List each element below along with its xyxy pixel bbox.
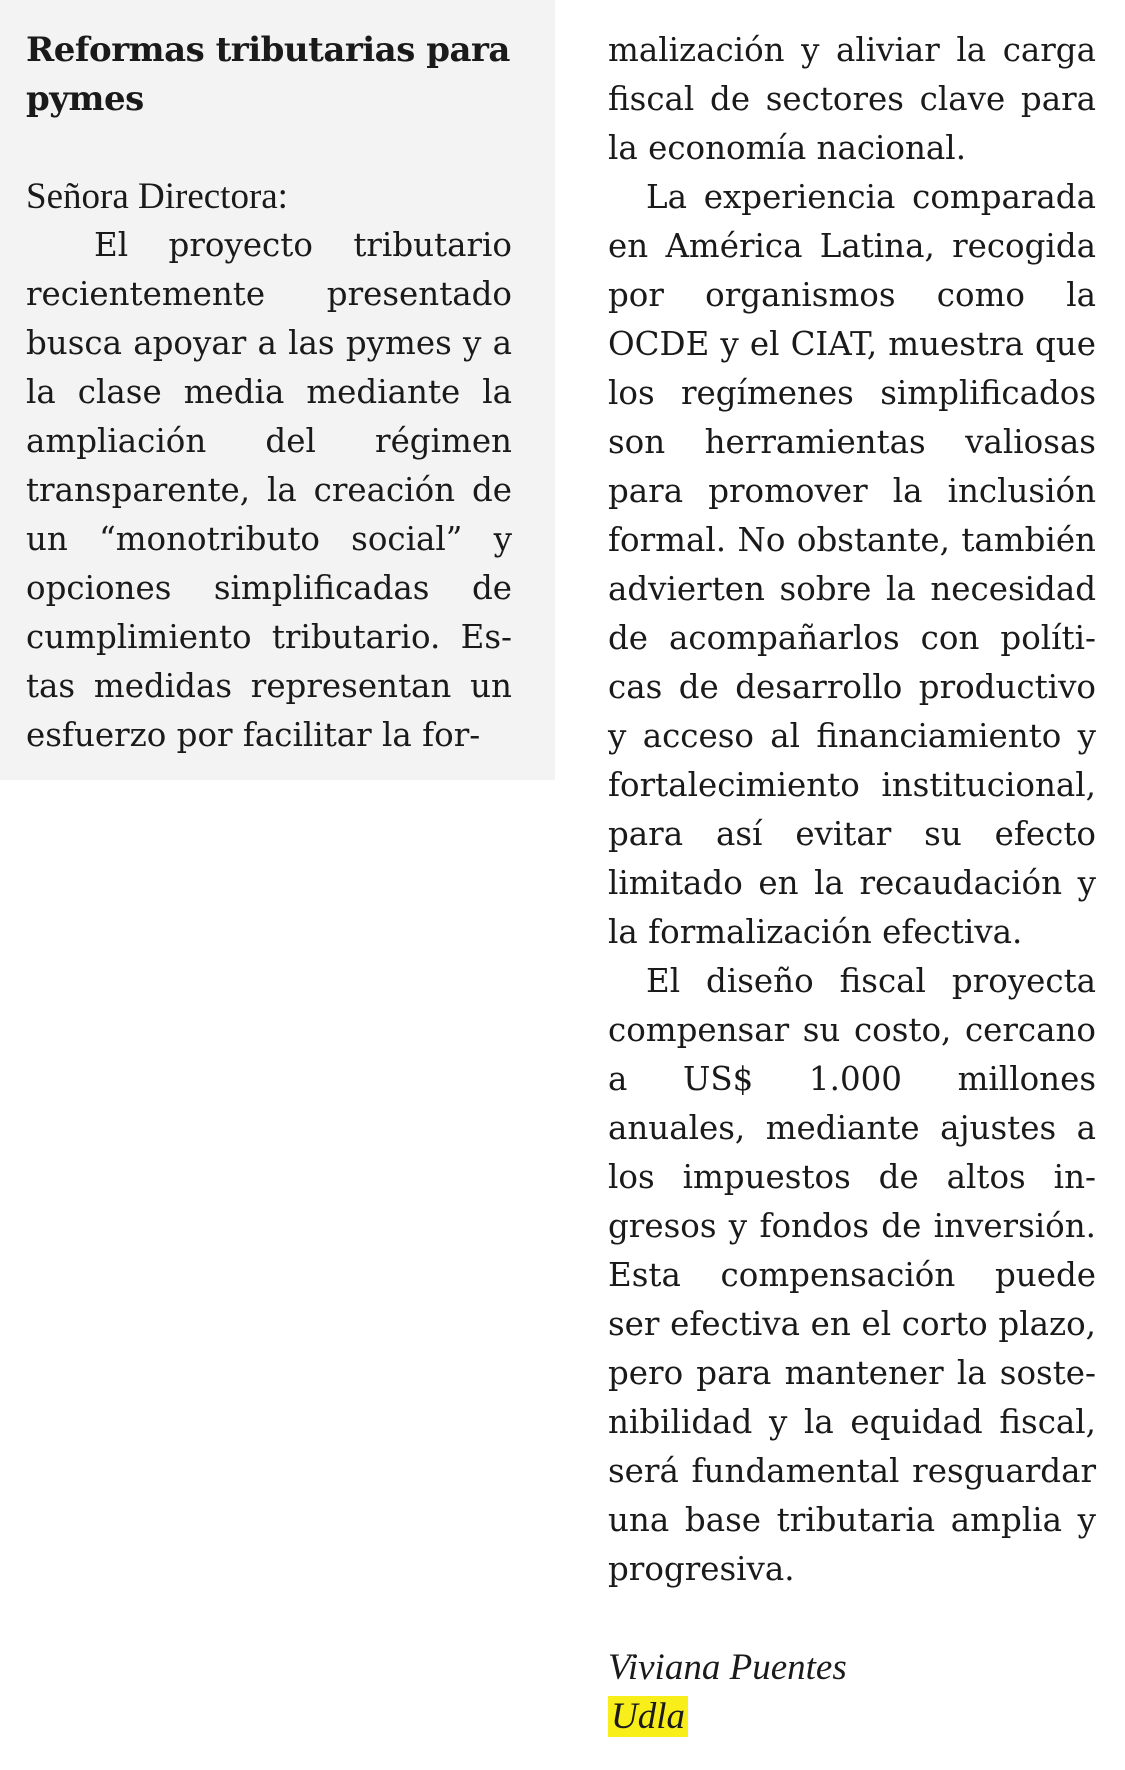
paragraph-1-start: El proyecto tributario recientemente presentado busca apoyar a las pymes y a la clase media mediante la ampliación del régimen transparente, la creación de un “monotributo social” y opciones simplificadas de cumplimiento tributario. Estas medidas representan un esfuerzo por facilitar la for- bbox=[26, 226, 512, 754]
left-column bbox=[26, 26, 512, 760]
letter-headline: Reformas tributarias para pymes bbox=[26, 30, 510, 119]
organization-highlight: Udla bbox=[608, 1696, 688, 1737]
salutation: Señora Directora: bbox=[26, 176, 288, 217]
signature-block bbox=[608, 1643, 1096, 1741]
right-column bbox=[608, 26, 1096, 1741]
paragraph-2: La experiencia comparada en América Latina, recogida por organismos como la OCDE y el CIAT, muestra que los regímenes simplificados son herramientas valiosas para promover la inclusión formal. No obstante, también advierten sobre la necesidad de acompañarlos con políticas de desarrollo productivo y acceso al financiamiento y fortalecimiento institucional, para así evitar su efecto limitado en la recaudación y la formalización efectiva. bbox=[608, 178, 1096, 951]
paragraph-1-continuation: malización y aliviar la carga fiscal de sectores clave para la economía nacional. bbox=[608, 31, 1096, 167]
signature-name: Viviana Puentes bbox=[608, 1647, 847, 1688]
paragraph-3: El diseño fiscal proyecta compensar su costo, cercano a US$ 1.000 millones anuales, mediante ajustes a los impuestos de altos ingresos y fondos de inversión. Esta compensación puede ser efectiva en el corto plazo, pero para mantener la sostenibilidad y la equidad fiscal, será fundamental resguardar una base tributaria amplia y progresiva. bbox=[608, 962, 1096, 1588]
signature-organization bbox=[608, 1692, 1096, 1741]
